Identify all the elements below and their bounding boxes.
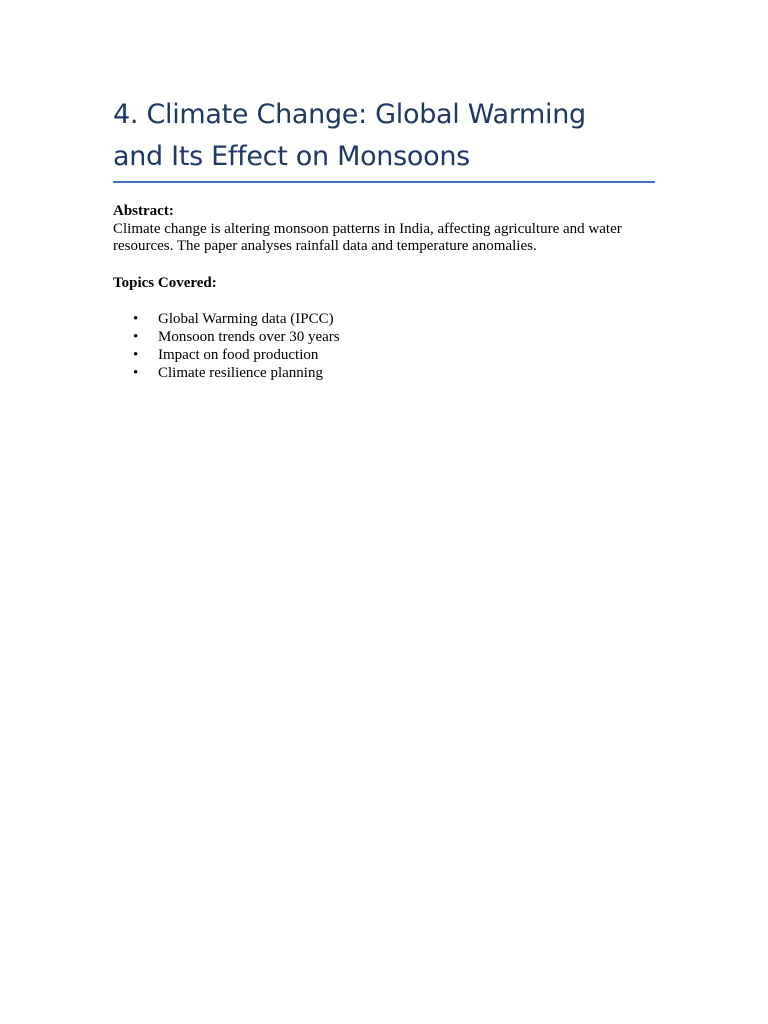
abstract-section	[113, 203, 655, 256]
bullet-icon: •	[133, 365, 139, 381]
page-title	[113, 94, 655, 178]
list-item	[113, 365, 655, 383]
title-underline-divider	[113, 181, 655, 183]
list-item	[113, 329, 655, 347]
topics-label: Topics Covered:	[113, 274, 217, 291]
list-item-text: Climate resilience planning	[158, 365, 323, 381]
title-line-2: and Its Effect on Monsoons	[113, 141, 470, 172]
list-item	[113, 311, 655, 329]
abstract-text: Climate change is altering monsoon patterns in India, affecting agriculture and water resources. The paper analyses rainfall data and temperature anomalies.	[113, 220, 622, 254]
title-line-1: 4. Climate Change: Global Warming	[113, 99, 586, 130]
list-item	[113, 347, 655, 365]
topics-section	[113, 275, 655, 384]
list-item-text: Monsoon trends over 30 years	[158, 329, 340, 345]
bullet-icon: •	[133, 311, 139, 327]
abstract-label: Abstract:	[113, 203, 174, 219]
topics-list	[113, 311, 655, 383]
bullet-icon: •	[133, 329, 139, 345]
bullet-icon: •	[133, 347, 139, 363]
list-item-text: Global Warming data (IPCC)	[158, 311, 334, 327]
document-page	[113, 94, 655, 383]
list-item-text: Impact on food production	[158, 347, 319, 363]
